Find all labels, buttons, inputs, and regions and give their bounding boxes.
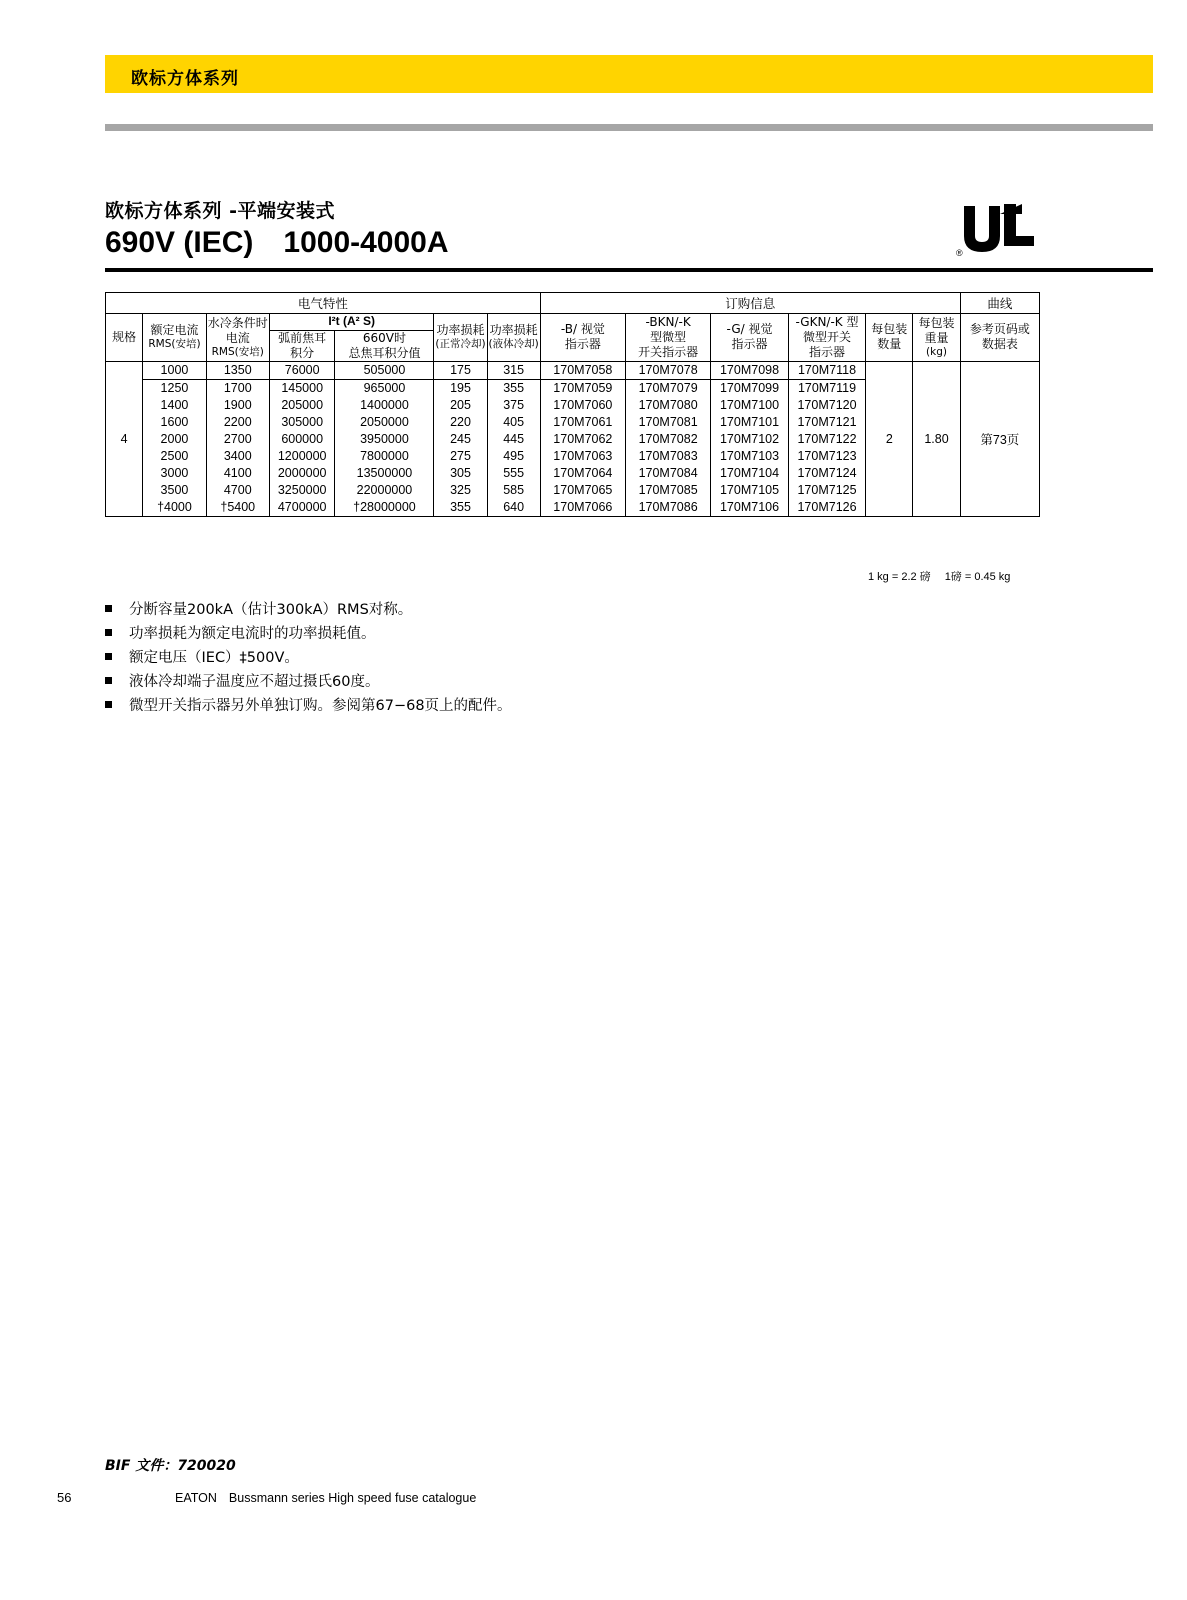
cell-loss-air: 325 [434,482,487,499]
col-reference-line2: 数据表 [981,337,1018,352]
cell-loss-liquid: 640 [487,499,540,517]
cell-part-b: 170M7062 [540,431,625,448]
cell-loss-air: 305 [434,465,487,482]
col-bkn-type [625,314,710,362]
cell-part-bkn: 170M7082 [625,431,710,448]
cell-part-bkn: 170M7086 [625,499,710,517]
col-power-loss-air-label: 功率损耗 [436,323,485,338]
cell-i2t-total: 1400000 [335,397,434,414]
col-power-loss-liquid-label: 功率损耗 [489,323,538,338]
col-bkn-type-line3: 开关指示器 [638,344,699,359]
bullet-square-icon [105,701,112,708]
cell-part-g: 170M7101 [711,414,789,431]
col-power-loss-liquid [487,314,540,362]
note-text: 功率损耗为额定电流时的功率损耗值。 [129,626,376,642]
cell-i2t-prearc: 4700000 [269,499,335,517]
col-i2t-prearc [269,330,335,361]
bullet-square-icon [105,629,112,636]
bullet-square-icon [105,605,112,612]
cell-part-b: 170M7060 [540,397,625,414]
col-pack-weight-line2: 重量 [924,330,949,345]
col-gkn-type-line3: 指示器 [809,344,846,359]
cell-loss-liquid: 585 [487,482,540,499]
notes-list [105,598,905,718]
cell-rated-current: 1400 [143,397,206,414]
header-band-title: 欧标方体系列 [131,69,239,89]
list-item [105,598,905,622]
col-b-type-line1: -B/ 视觉 [560,322,605,337]
cell-water-current: 3400 [206,448,269,465]
table-row [106,361,1040,379]
cell-loss-liquid: 315 [487,361,540,379]
cell-i2t-total: 505000 [335,361,434,379]
cell-part-g: 170M7105 [711,482,789,499]
list-item [105,622,905,646]
cell-part-g: 170M7099 [711,379,789,397]
ul-mark-icon [960,202,1038,256]
col-power-loss-liquid-sub: (液体冷却) [488,338,539,351]
col-bkn-type-line1: -BKN/-K [645,314,691,329]
cell-water-current: 1700 [206,379,269,397]
col-pack-weight [913,314,960,362]
conversion-kg-to-lb: 1 kg = 2.2 磅 [868,571,931,583]
col-gkn-type-line2: 微型开关 [803,329,852,344]
bullet-square-icon [105,677,112,684]
page-subtitle: 欧标方体系列 -平端安装式 [105,200,336,222]
cell-pack-qty: 2 [866,361,913,516]
col-pack-weight-unit: (kg) [926,345,947,358]
cell-part-g: 170M7098 [711,361,789,379]
cell-loss-liquid: 405 [487,414,540,431]
col-power-loss-air-sub: (正常冷却) [435,338,486,351]
spec-table-body [106,361,1040,516]
cell-loss-liquid: 355 [487,379,540,397]
list-item [105,670,905,694]
col-bkn-type-line2: 型微型 [650,329,687,344]
cell-part-bkn: 170M7085 [625,482,710,499]
table-column-header-row [106,314,1040,331]
cell-loss-liquid: 495 [487,448,540,465]
bif-file-reference: BIF 文件：720020 [105,1458,236,1474]
cell-rated-current: 2500 [143,448,206,465]
cell-i2t-prearc: 2000000 [269,465,335,482]
spec-table-wrap [105,292,1040,517]
header-gray-rule [105,124,1153,131]
cell-part-gkn: 170M7119 [788,379,866,397]
cell-part-gkn: 170M7122 [788,431,866,448]
footer-brand: EATON [175,1491,217,1505]
col-i2t-prearc-line2: 积分 [290,345,315,360]
group-header-ordering: 订购信息 [540,293,960,314]
cell-part-bkn: 170M7080 [625,397,710,414]
col-i2t-prearc-line1: 弧前焦耳 [278,330,327,345]
cell-part-b: 170M7059 [540,379,625,397]
col-water-cooled-line1: 水冷条件时 [207,315,268,330]
cell-i2t-prearc: 3250000 [269,482,335,499]
cell-part-gkn: 170M7126 [788,499,866,517]
col-rated-current-unit: RMS(安培) [148,338,201,351]
cell-part-bkn: 170M7083 [625,448,710,465]
cell-part-gkn: 170M7124 [788,465,866,482]
cell-loss-air: 205 [434,397,487,414]
note-text: 微型开关指示器另外单独订购。参阅第67−68页上的配件。 [129,698,512,714]
bullet-square-icon [105,653,112,660]
table-group-header-row [106,293,1040,314]
col-i2t-total-line1: 660V时 [362,330,407,345]
cell-loss-liquid: 555 [487,465,540,482]
cell-rated-current: 2000 [143,431,206,448]
col-g-type-line2: 指示器 [731,337,768,352]
cell-i2t-total: 965000 [335,379,434,397]
cell-rated-current: 3000 [143,465,206,482]
cell-loss-air: 220 [434,414,487,431]
spec-table [105,292,1040,517]
page-title-voltage: 690V (IEC) [105,226,254,259]
cell-i2t-total: 13500000 [335,465,434,482]
col-pack-qty-line2: 数量 [877,337,902,352]
col-gkn-type-line1: -GKN/-K 型 [795,314,859,329]
cell-rated-current: †4000 [143,499,206,517]
col-water-cooled-current [206,314,269,362]
page-title-current: 1000-4000A [283,226,449,259]
cell-i2t-total: 7800000 [335,448,434,465]
cell-rated-current: 1000 [143,361,206,379]
cell-size: 4 [106,361,143,516]
list-item [105,694,905,718]
cell-i2t-prearc: 76000 [269,361,335,379]
unit-conversion-note [868,568,1010,584]
cell-i2t-prearc: 145000 [269,379,335,397]
cell-part-g: 170M7103 [711,448,789,465]
cell-loss-air: 275 [434,448,487,465]
cell-part-b: 170M7063 [540,448,625,465]
list-item [105,646,905,670]
header-band [105,55,1153,93]
cell-i2t-total: 22000000 [335,482,434,499]
col-g-type [711,314,789,362]
cell-loss-air: 245 [434,431,487,448]
cell-part-g: 170M7104 [711,465,789,482]
cell-loss-air: 175 [434,361,487,379]
title-divider [105,268,1153,272]
cell-part-gkn: 170M7121 [788,414,866,431]
cell-part-b: 170M7065 [540,482,625,499]
cell-part-bkn: 170M7084 [625,465,710,482]
ul-registered-mark: ® [956,248,963,258]
conversion-lb-to-kg: 1磅 = 0.45 kg [944,571,1011,583]
note-text: 额定电压（IEC）‡500V。 [129,650,299,666]
group-header-curve: 曲线 [960,293,1039,314]
col-water-cooled-unit: RMS(安培) [211,345,264,358]
col-water-cooled-line2: 电流 [225,330,250,345]
cell-water-current: 4700 [206,482,269,499]
col-i2t-label: I²t (A² S) [328,314,375,328]
cell-i2t-prearc: 1200000 [269,448,335,465]
cell-water-current: 4100 [206,465,269,482]
note-text: 分断容量200kA（估计300kA）RMS对称。 [129,602,413,618]
col-pack-qty-line1: 每包装 [871,322,908,337]
col-g-type-line1: -G/ 视觉 [726,322,773,337]
cell-i2t-prearc: 600000 [269,431,335,448]
cell-loss-liquid: 375 [487,397,540,414]
col-reference [960,314,1039,362]
cell-rated-current: 1600 [143,414,206,431]
cell-part-g: 170M7100 [711,397,789,414]
cell-water-current: 1900 [206,397,269,414]
cell-loss-liquid: 445 [487,431,540,448]
cell-part-gkn: 170M7120 [788,397,866,414]
col-i2t-total [335,330,434,361]
cell-pack-weight: 1.80 [913,361,960,516]
page-number: 56 [57,1490,72,1505]
col-rated-current-label: 额定电流 [150,323,199,338]
col-i2t-total-line2: 总焦耳积分值 [348,345,421,360]
cell-rated-current: 3500 [143,482,206,499]
cell-part-g: 170M7106 [711,499,789,517]
col-reference-line1: 参考页码或 [969,322,1030,337]
cell-i2t-total: †28000000 [335,499,434,517]
footer-catalogue-line [175,1491,476,1505]
col-size: 规格 [106,314,143,362]
cell-water-current: 2200 [206,414,269,431]
col-b-type-line2: 指示器 [564,337,601,352]
cell-water-current: †5400 [206,499,269,517]
cell-part-b: 170M7064 [540,465,625,482]
group-header-electrical: 电气特性 [106,293,541,314]
cell-loss-air: 355 [434,499,487,517]
cell-part-gkn: 170M7118 [788,361,866,379]
col-pack-qty [866,314,913,362]
cell-part-bkn: 170M7081 [625,414,710,431]
cell-loss-air: 195 [434,379,487,397]
col-pack-weight-line1: 每包装 [918,315,955,330]
cell-part-b: 170M7058 [540,361,625,379]
cell-rated-current: 1250 [143,379,206,397]
col-gkn-type [788,314,866,362]
cell-i2t-prearc: 305000 [269,414,335,431]
cell-part-bkn: 170M7078 [625,361,710,379]
col-i2t-group [269,314,434,331]
cell-i2t-total: 3950000 [335,431,434,448]
cell-water-current: 1350 [206,361,269,379]
cell-part-gkn: 170M7123 [788,448,866,465]
cell-part-g: 170M7102 [711,431,789,448]
page-title [105,226,449,260]
cell-i2t-total: 2050000 [335,414,434,431]
col-b-type [540,314,625,362]
cell-part-bkn: 170M7079 [625,379,710,397]
cell-part-gkn: 170M7125 [788,482,866,499]
footer-catalogue-title: Bussmann series High speed fuse catalogue [228,1491,477,1505]
cell-reference: 第73页 [960,361,1039,516]
col-power-loss-air [434,314,487,362]
col-rated-current [143,314,206,362]
note-text: 液体冷却端子温度应不超过摄氏60度。 [129,674,380,690]
cell-i2t-prearc: 205000 [269,397,335,414]
cell-water-current: 2700 [206,431,269,448]
cell-part-b: 170M7066 [540,499,625,517]
cell-part-b: 170M7061 [540,414,625,431]
